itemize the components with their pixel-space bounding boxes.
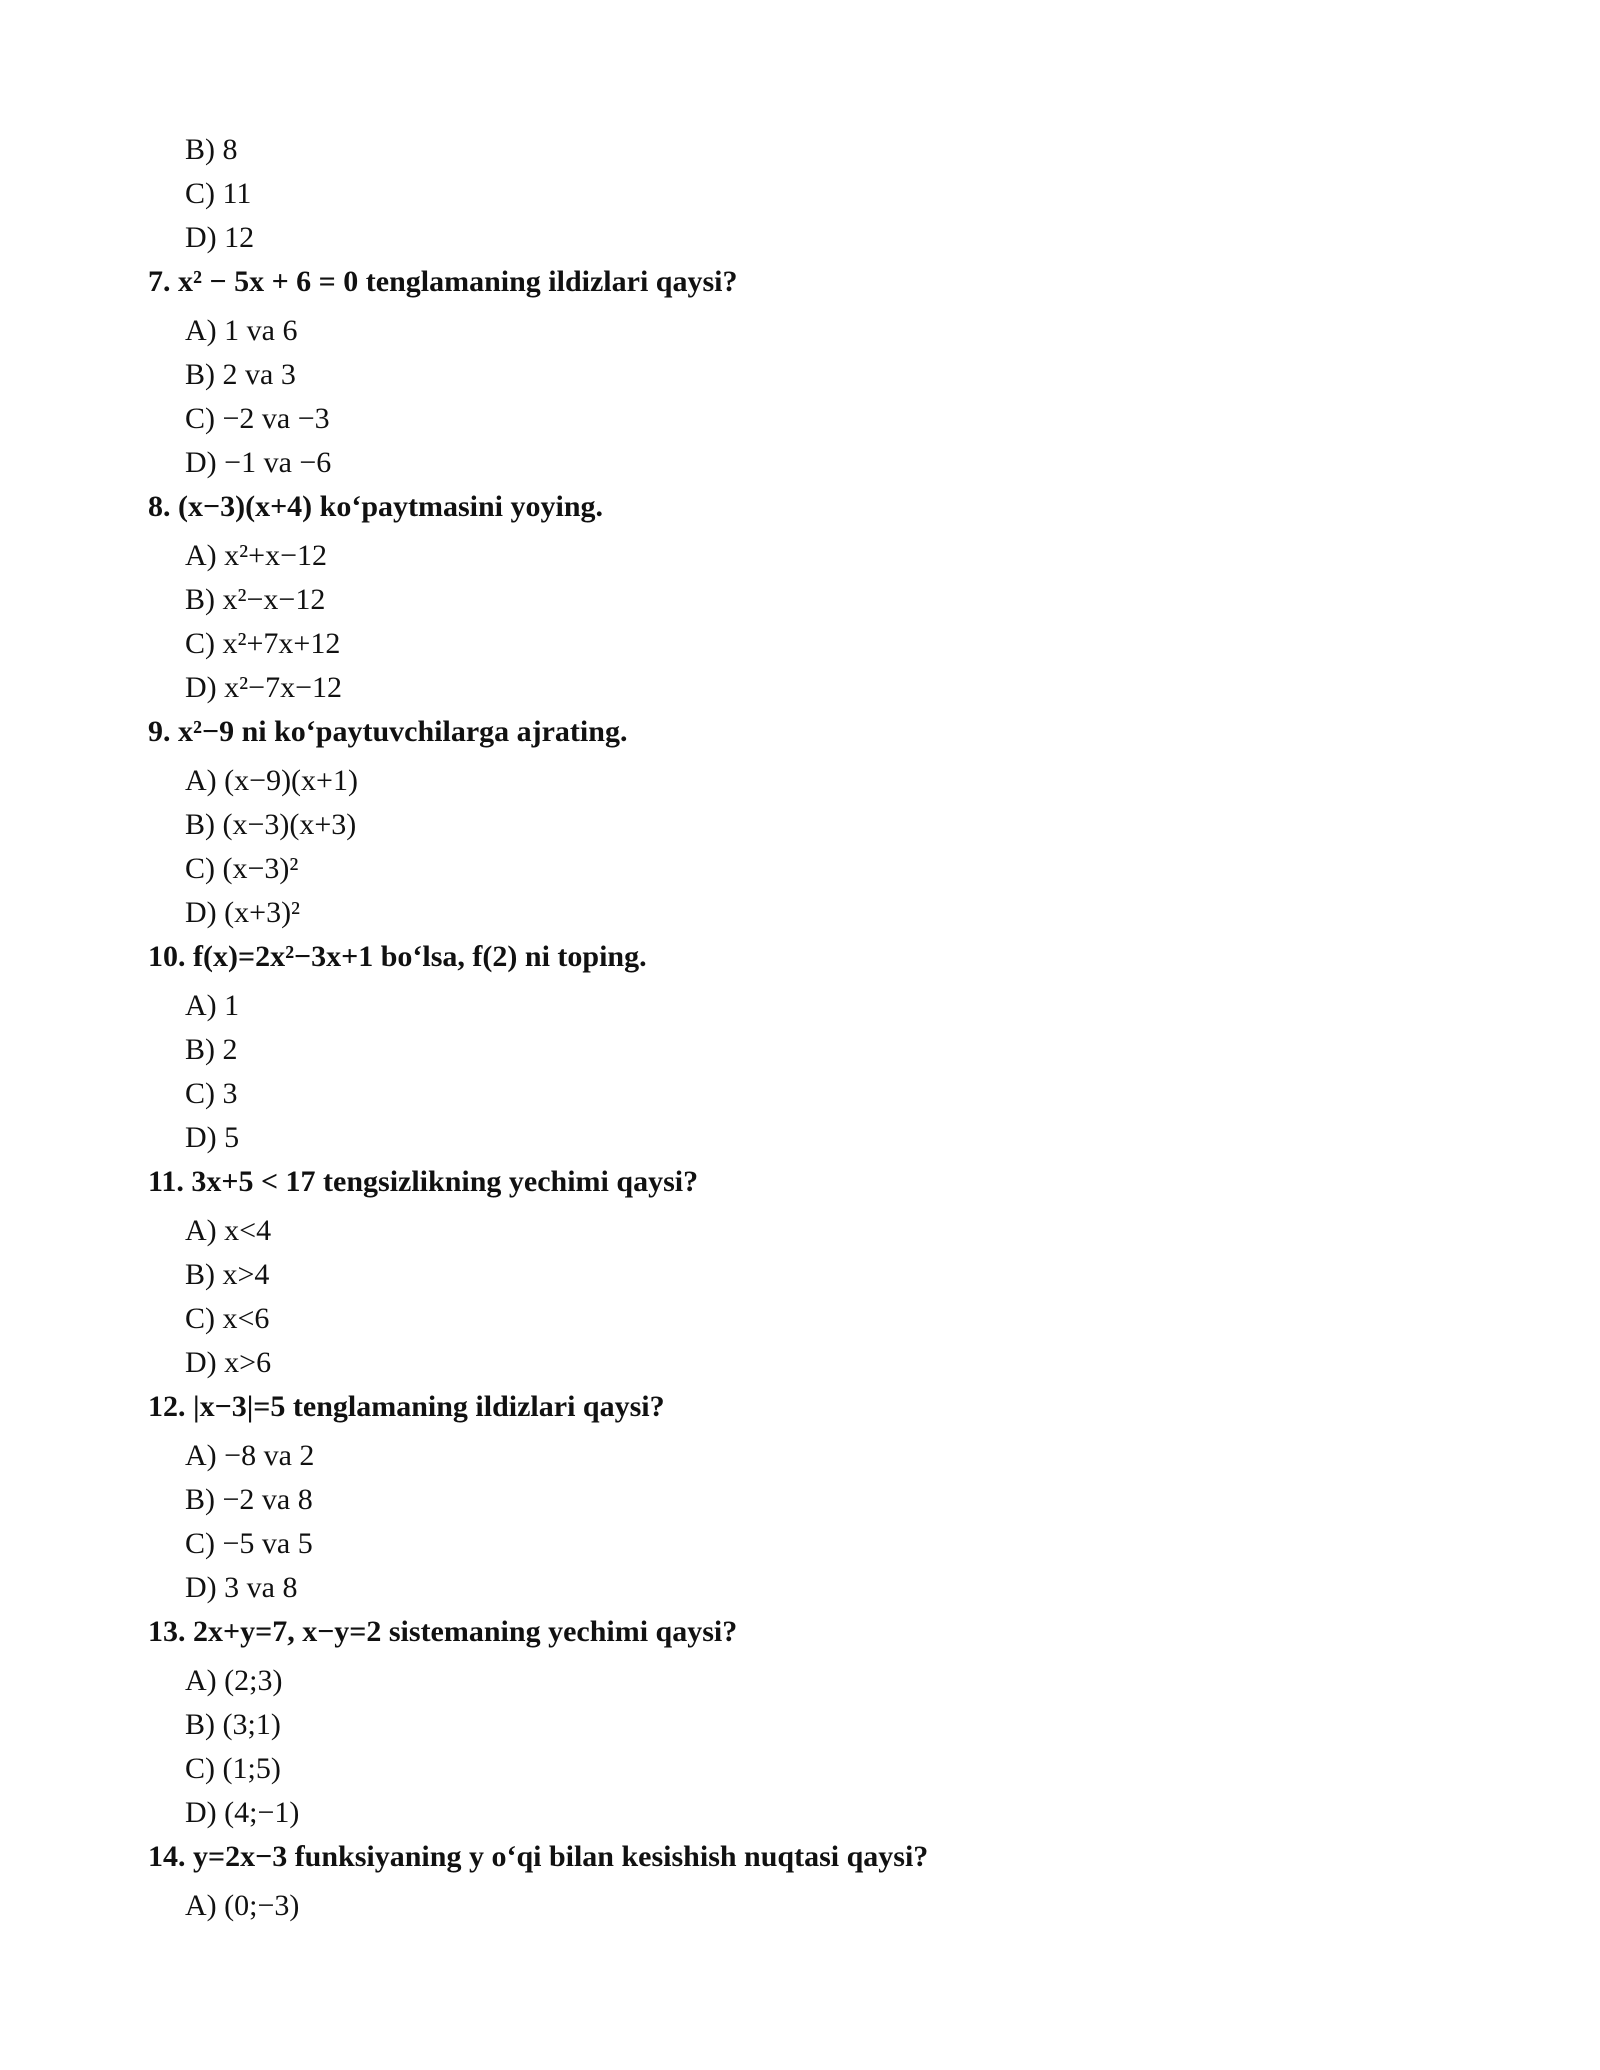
question-7 [148,260,1528,485]
answer-option: C) −2 va −3 [185,402,330,435]
question-text: 11. 3x+5 < 17 tengsizlikning yechimi qaysi? [148,1165,699,1198]
answer-option: D) −1 va −6 [185,446,332,479]
answer-option: D) (x+3)² [185,896,301,929]
answer-option: C) (x−3)² [185,852,299,885]
answer-option: B) 2 va 3 [185,358,296,391]
question-text: 8. (x−3)(x+4) ko‘paytmasini yoying. [148,490,604,523]
answer-option: A) x²+x−12 [185,539,327,572]
answer-option: C) 11 [185,177,252,210]
answer-option: D) (4;−1) [185,1796,300,1829]
question-text: 13. 2x+y=7, x−y=2 sistemaning yechimi qaysi? [148,1615,738,1648]
answer-option: A) x<4 [185,1214,272,1247]
answer-option: B) (3;1) [185,1708,281,1741]
answer-option: C) (1;5) [185,1752,281,1785]
question-10 [148,935,1528,1160]
answer-option: D) x²−7x−12 [185,671,342,704]
answer-option: C) −5 va 5 [185,1527,313,1560]
answer-option: C) 3 [185,1077,238,1110]
answer-option: A) 1 va 6 [185,314,298,347]
question-text: 7. x² − 5x + 6 = 0 tenglamaning ildizlari qaysi? [148,265,738,298]
answer-option: B) x>4 [185,1258,270,1291]
question-9 [148,710,1528,935]
answer-option: B) −2 va 8 [185,1483,313,1516]
answer-option: D) x>6 [185,1346,272,1379]
question-list [148,128,1528,1928]
answer-option: B) 8 [185,133,238,166]
answer-option: B) 2 [185,1033,238,1066]
answer-option: A) (x−9)(x+1) [185,764,358,797]
question-12 [148,1385,1528,1610]
answer-option: B) x²−x−12 [185,583,326,616]
question-11 [148,1160,1528,1385]
answer-option: A) (0;−3) [185,1889,300,1922]
answer-option: A) −8 va 2 [185,1439,315,1472]
answer-option: D) 12 [185,221,255,254]
answer-option: C) x<6 [185,1302,270,1335]
answer-option: C) x²+7x+12 [185,627,341,660]
question-14 [148,1835,1528,1928]
question-text: 14. y=2x−3 funksiyaning y o‘qi bilan kesishish nuqtasi qaysi? [148,1840,929,1873]
carryover-options [148,128,1528,260]
question-8 [148,485,1528,710]
answer-option: D) 5 [185,1121,240,1154]
answer-option: D) 3 va 8 [185,1571,298,1604]
answer-option: A) (2;3) [185,1664,283,1697]
answer-option: B) (x−3)(x+3) [185,808,357,841]
answer-option: A) 1 [185,989,240,1022]
question-text: 12. |x−3|=5 tenglamaning ildizlari qaysi? [148,1390,665,1423]
question-text: 9. x²−9 ni ko‘paytuvchilarga ajrating. [148,715,628,748]
question-text: 10. f(x)=2x²−3x+1 bo‘lsa, f(2) ni toping. [148,940,647,973]
question-13 [148,1610,1528,1835]
